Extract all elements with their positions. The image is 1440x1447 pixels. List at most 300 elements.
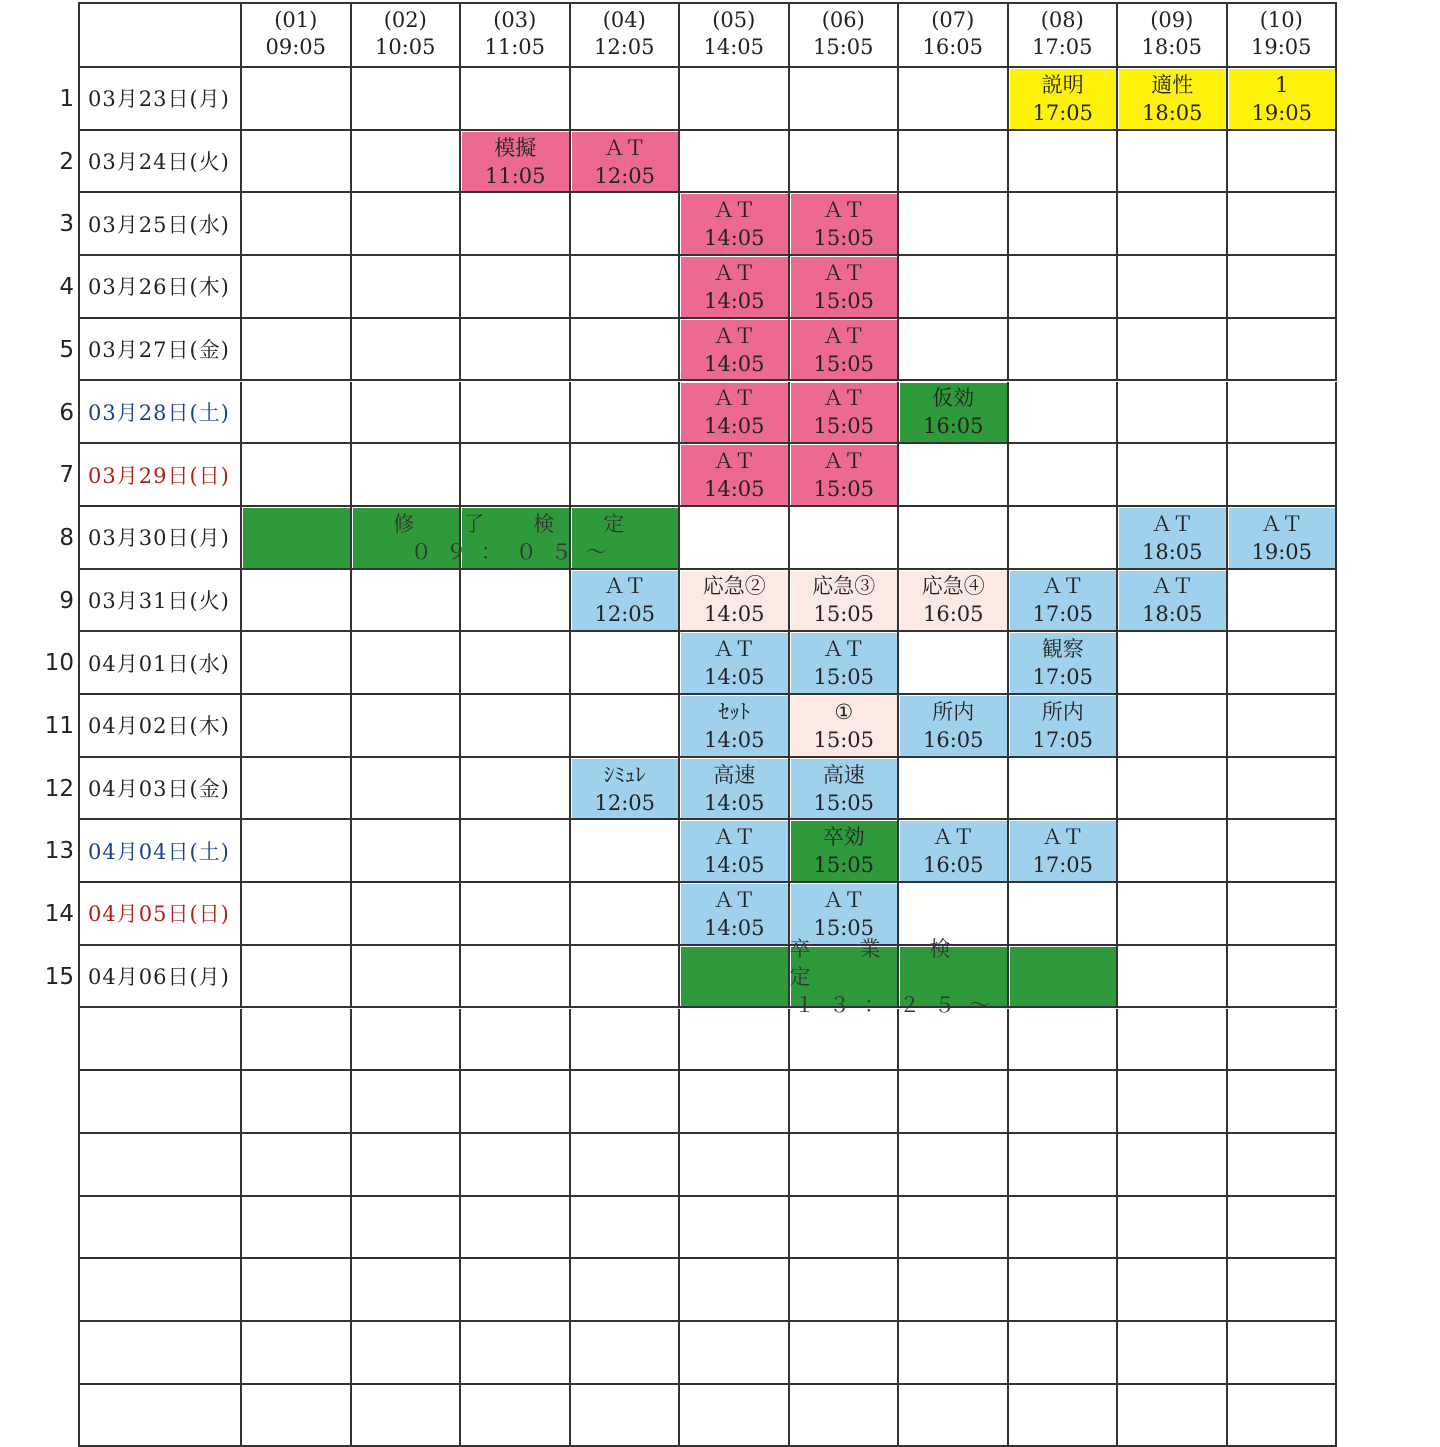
schedule-event[interactable] [1229,69,1336,129]
schedule-cell[interactable] [352,1134,462,1197]
schedule-event[interactable] [681,947,788,1007]
schedule-cell[interactable] [790,1322,900,1385]
schedule-cell[interactable] [242,1259,352,1322]
schedule-event[interactable] [1010,821,1117,881]
schedule-event[interactable] [681,320,788,380]
schedule-cell[interactable] [1228,883,1338,946]
schedule-cell[interactable] [1118,695,1228,758]
schedule-event[interactable] [572,132,679,192]
schedule-cell[interactable] [1228,820,1338,883]
column-number: (06) [821,8,865,32]
schedule-event[interactable] [791,571,898,631]
schedule-cell[interactable] [1009,758,1119,821]
event-time: 14:05 [703,226,765,251]
schedule-cell[interactable] [1009,131,1119,194]
schedule-cell[interactable] [242,444,352,507]
event-time: 15:05 [813,288,875,313]
schedule-cell[interactable] [242,695,352,758]
schedule-cell[interactable] [352,68,462,131]
schedule-cell[interactable] [1228,946,1338,1009]
schedule-cell[interactable] [1118,883,1228,946]
event-label: 卒効 [822,825,865,850]
date-cell: 03月29日(日) [78,444,242,507]
schedule-cell[interactable] [461,1385,571,1447]
schedule-cell[interactable] [461,319,571,382]
schedule-cell[interactable] [899,1322,1009,1385]
schedule-cell[interactable] [790,1134,900,1197]
event-label: 高速 [713,762,756,787]
column-time: 15:05 [812,35,874,59]
date-cell: 04月01日(水) [78,632,242,695]
schedule-cell[interactable] [1009,883,1119,946]
schedule-cell[interactable] [1228,256,1338,319]
schedule-cell[interactable] [461,883,571,946]
event-time: 18:05 [1141,539,1203,564]
schedule-cell[interactable] [242,1197,352,1260]
schedule-cell[interactable] [461,1197,571,1260]
column-header [242,2,352,68]
schedule-cell[interactable] [352,695,462,758]
schedule-cell[interactable] [1228,570,1338,633]
schedule-event[interactable] [1010,633,1117,693]
schedule-cell[interactable] [1118,319,1228,382]
schedule-cell[interactable] [571,444,681,507]
schedule-cell[interactable] [352,256,462,319]
schedule-cell[interactable] [680,1197,790,1260]
event-time: 19:05 [1251,539,1313,564]
event-label: ＡＴ [603,135,646,160]
event-time: 14:05 [703,790,765,815]
schedule-cell[interactable] [680,1322,790,1385]
event-time: 15:05 [813,915,875,940]
schedule-cell[interactable] [571,1322,681,1385]
date-cell: 03月27日(金) [78,319,242,382]
schedule-cell[interactable] [461,570,571,633]
schedule-cell[interactable] [899,1385,1009,1447]
schedule-cell[interactable] [1009,1385,1119,1447]
schedule-cell[interactable] [352,444,462,507]
schedule-cell[interactable] [899,1197,1009,1260]
schedule-event[interactable] [791,194,898,254]
row-number: 12 [44,775,74,802]
column-time: 12:05 [593,35,655,59]
event-time: 14:05 [703,602,765,627]
schedule-cell[interactable] [680,1259,790,1322]
column-number: (01) [274,8,318,32]
schedule-cell[interactable] [899,507,1009,570]
schedule-cell[interactable] [461,68,571,131]
schedule-cell[interactable] [242,1322,352,1385]
schedule-cell[interactable] [242,382,352,445]
schedule-cell[interactable] [680,1071,790,1134]
schedule-cell[interactable] [242,1071,352,1134]
schedule-cell[interactable] [1009,193,1119,256]
event-time: 14:05 [703,288,765,313]
schedule-event[interactable] [900,571,1007,631]
schedule-cell[interactable] [1009,1259,1119,1322]
column-header [899,2,1009,68]
schedule-cell[interactable] [461,193,571,256]
schedule-cell[interactable] [899,256,1009,319]
schedule-cell[interactable] [899,1259,1009,1322]
schedule-event[interactable] [791,821,898,881]
schedule-cell[interactable] [461,1322,571,1385]
schedule-cell[interactable] [1228,1385,1338,1447]
event-label: ＡＴ [822,449,865,474]
event-time: 12:05 [594,163,656,188]
schedule-cell[interactable] [1228,758,1338,821]
schedule-cell[interactable] [242,1134,352,1197]
row-number: 1 [59,86,74,112]
schedule-event[interactable] [900,821,1007,881]
row-number: 4 [59,274,74,301]
schedule-cell[interactable] [571,695,681,758]
event-time: 14:05 [703,665,765,690]
schedule-cell[interactable] [680,68,790,131]
schedule-cell[interactable] [790,1259,900,1322]
exam-time: ０９：０５～ [410,540,621,565]
event-time: 15:05 [813,477,875,502]
schedule-cell[interactable] [1228,1134,1338,1197]
row-number [0,1197,74,1260]
schedule-cell[interactable] [242,193,352,256]
event-time: 17:05 [1032,853,1094,878]
schedule-cell[interactable] [352,1385,462,1447]
schedule-cell[interactable] [461,820,571,883]
schedule-cell[interactable] [242,1009,352,1072]
schedule-event[interactable] [681,257,788,317]
schedule-cell[interactable] [1228,382,1338,445]
exam-time: １３：２５～ [794,993,1004,1018]
schedule-cell[interactable] [1118,1009,1228,1072]
schedule-cell[interactable] [461,632,571,695]
schedule-cell[interactable] [1118,820,1228,883]
event-label: 所内 [932,699,975,724]
schedule-cell[interactable] [571,256,681,319]
exam-label [789,937,1009,1018]
schedule-cell[interactable] [352,946,462,1009]
schedule-cell[interactable] [571,820,681,883]
schedule-event[interactable] [791,759,898,819]
event-label: ＡＴ [713,260,756,285]
schedule-cell[interactable] [242,570,352,633]
column-time: 16:05 [922,35,984,59]
schedule-cell[interactable] [242,131,352,194]
schedule-event[interactable] [681,759,788,819]
schedule-cell[interactable] [1118,382,1228,445]
event-label: 応急④ [921,574,985,599]
event-label: 説明 [1041,72,1084,97]
column-header [1118,2,1228,68]
schedule-event[interactable] [791,320,898,380]
schedule-cell[interactable] [1009,444,1119,507]
schedule-event[interactable] [681,821,788,881]
column-time: 10:05 [374,35,436,59]
schedule-cell[interactable] [352,1071,462,1134]
schedule-cell[interactable] [790,131,900,194]
schedule-cell[interactable] [1228,319,1338,382]
schedule-cell[interactable] [571,1197,681,1260]
event-time: 14:05 [703,477,765,502]
schedule-cell[interactable] [352,1259,462,1322]
schedule-cell[interactable] [1009,1322,1119,1385]
schedule-cell[interactable] [352,193,462,256]
schedule-event[interactable] [1119,571,1226,631]
schedule-cell[interactable] [1118,1322,1228,1385]
schedule-cell[interactable] [571,946,681,1009]
schedule-event[interactable] [791,633,898,693]
schedule-cell[interactable] [899,1134,1009,1197]
schedule-cell[interactable] [352,883,462,946]
schedule-cell[interactable] [461,382,571,445]
schedule-cell[interactable] [571,1071,681,1134]
schedule-cell[interactable] [461,695,571,758]
schedule-cell[interactable] [790,68,900,131]
exam-title: 修 了 検 定 [393,512,639,537]
event-label: ＡＴ [713,323,756,348]
schedule-cell[interactable] [790,1071,900,1134]
schedule-event[interactable] [791,696,898,756]
event-label: 応急③ [812,574,876,599]
schedule-cell[interactable] [1009,1071,1119,1134]
schedule-cell[interactable] [1009,1134,1119,1197]
schedule-cell[interactable] [899,131,1009,194]
schedule-event[interactable] [681,696,788,756]
event-label: ＡＴ [713,198,756,223]
schedule-event[interactable] [1010,571,1117,631]
event-time: 14:05 [703,853,765,878]
schedule-cell[interactable] [461,1134,571,1197]
schedule-cell[interactable] [899,632,1009,695]
schedule-cell[interactable] [352,1322,462,1385]
schedule-cell[interactable] [1118,1197,1228,1260]
event-time: 17:05 [1032,727,1094,752]
schedule-cell[interactable] [1009,319,1119,382]
schedule-event[interactable] [791,257,898,317]
schedule-cell[interactable] [1009,507,1119,570]
schedule-event[interactable] [1119,69,1226,129]
event-label: ＡＴ [932,825,975,850]
schedule-cell[interactable] [352,319,462,382]
schedule-cell[interactable] [1118,131,1228,194]
schedule-cell[interactable] [571,632,681,695]
schedule-event[interactable] [681,884,788,944]
schedule-event[interactable] [572,759,679,819]
schedule-event[interactable] [900,383,1007,443]
schedule-cell[interactable] [352,758,462,821]
schedule-cell[interactable] [1228,1009,1338,1072]
row-number: 13 [44,838,74,865]
schedule-event[interactable] [900,696,1007,756]
schedule-cell[interactable] [899,444,1009,507]
date-cell [78,1009,242,1072]
schedule-cell[interactable] [1009,1197,1119,1260]
schedule-cell[interactable] [242,820,352,883]
schedule-cell[interactable] [1009,256,1119,319]
event-time: 15:05 [813,351,875,376]
schedule-cell[interactable] [461,758,571,821]
row-number [0,1009,74,1072]
event-time: 11:05 [484,163,546,188]
schedule-cell[interactable] [352,632,462,695]
date-cell [78,1322,242,1385]
schedule-cell[interactable] [1228,444,1338,507]
schedule-event[interactable] [681,194,788,254]
schedule-cell[interactable] [352,131,462,194]
event-label: ＡＴ [713,825,756,850]
schedule-cell[interactable] [1118,444,1228,507]
schedule-event[interactable] [1010,947,1117,1007]
schedule-cell[interactable] [1118,758,1228,821]
row-number: 11 [44,713,74,739]
schedule-cell[interactable] [352,382,462,445]
date-cell: 03月30日(月) [78,507,242,570]
event-time: 15:05 [813,727,875,752]
schedule-event[interactable] [1229,508,1336,568]
row-number: 6 [59,399,74,426]
schedule-cell[interactable] [571,382,681,445]
schedule-cell[interactable] [1009,1009,1119,1072]
event-label: ＡＴ [822,260,865,285]
schedule-cell[interactable] [1228,1259,1338,1322]
date-cell: 03月25日(水) [78,193,242,256]
schedule-event[interactable] [681,571,788,631]
event-label: ＡＴ [713,449,756,474]
schedule-cell[interactable] [899,193,1009,256]
schedule-cell[interactable] [1118,193,1228,256]
schedule-cell[interactable] [1118,1259,1228,1322]
event-label: 高速 [822,762,865,787]
column-number: (05) [712,8,756,32]
schedule-cell[interactable] [790,507,900,570]
schedule-event[interactable] [681,445,788,505]
schedule-cell[interactable] [242,1385,352,1447]
schedule-cell[interactable] [352,1197,462,1260]
event-label: ＡＴ [713,386,756,411]
schedule-cell[interactable] [680,1385,790,1447]
schedule-event[interactable] [681,633,788,693]
schedule-cell[interactable] [790,1385,900,1447]
schedule-cell[interactable] [461,946,571,1009]
event-time: 17:05 [1032,665,1094,690]
schedule-cell[interactable] [680,1009,790,1072]
schedule-cell[interactable] [571,1385,681,1447]
schedule-cell[interactable] [242,758,352,821]
row-number: 8 [59,524,74,551]
schedule-cell[interactable] [680,1134,790,1197]
schedule-cell[interactable] [571,193,681,256]
schedule-cell[interactable] [571,883,681,946]
schedule-event[interactable] [462,132,569,192]
date-cell [78,1071,242,1134]
schedule-event[interactable] [1010,69,1117,129]
event-label: 応急② [702,574,766,599]
schedule-cell[interactable] [242,883,352,946]
schedule-cell[interactable] [352,1009,462,1072]
date-cell [78,1385,242,1447]
schedule-cell[interactable] [1118,946,1228,1009]
schedule-cell[interactable] [461,444,571,507]
schedule-event[interactable] [791,383,898,443]
schedule-cell[interactable] [461,1071,571,1134]
column-time: 09:05 [265,35,327,59]
schedule-cell[interactable] [899,68,1009,131]
schedule-event[interactable] [1010,696,1117,756]
schedule-cell[interactable] [242,68,352,131]
schedule-cell[interactable] [1228,1322,1338,1385]
schedule-event[interactable] [791,445,898,505]
schedule-cell[interactable] [571,1259,681,1322]
schedule-cell[interactable] [1009,382,1119,445]
schedule-cell[interactable] [242,946,352,1009]
event-time: 18:05 [1141,100,1203,125]
schedule-cell[interactable] [461,1259,571,1322]
schedule-cell[interactable] [461,1009,571,1072]
schedule-cell[interactable] [1228,632,1338,695]
schedule-cell[interactable] [1228,193,1338,256]
date-cell: 04月06日(月) [78,946,242,1009]
schedule-cell[interactable] [1118,256,1228,319]
event-label: ＡＴ [1151,511,1194,536]
schedule-cell[interactable] [899,758,1009,821]
event-time: 12:05 [594,602,656,627]
schedule-cell[interactable] [899,1071,1009,1134]
schedule-event[interactable] [572,571,679,631]
event-time: 15:05 [813,602,875,627]
schedule-cell[interactable] [352,570,462,633]
date-cell [78,1197,242,1260]
schedule-cell[interactable] [1228,131,1338,194]
schedule-cell[interactable] [790,1197,900,1260]
date-cell: 04月03日(金) [78,758,242,821]
schedule-event[interactable] [243,508,350,568]
schedule-cell[interactable] [1118,1134,1228,1197]
event-time: 15:05 [813,790,875,815]
schedule-cell[interactable] [1228,1197,1338,1260]
event-label: ｼﾐｭﾚ [603,762,646,787]
event-time: 16:05 [922,727,984,752]
event-label: 仮効 [932,386,975,411]
schedule-cell[interactable] [680,507,790,570]
schedule-cell[interactable] [1118,1385,1228,1447]
schedule-cell[interactable] [680,131,790,194]
event-label: ＡＴ [822,386,865,411]
event-label: ＡＴ [1260,511,1303,536]
schedule-cell[interactable] [1118,1071,1228,1134]
schedule-cell[interactable] [899,319,1009,382]
column-number: (03) [493,8,537,32]
schedule-event[interactable] [681,383,788,443]
schedule-event[interactable] [1119,508,1226,568]
schedule-cell[interactable] [571,1134,681,1197]
schedule-cell[interactable] [571,1009,681,1072]
schedule-cell[interactable] [571,68,681,131]
schedule-cell[interactable] [1228,1071,1338,1134]
schedule-cell[interactable] [1118,632,1228,695]
event-label: ＡＴ [603,574,646,599]
schedule-cell[interactable] [571,319,681,382]
event-time: 15:05 [813,665,875,690]
schedule-cell[interactable] [242,256,352,319]
event-time: 16:05 [922,853,984,878]
schedule-cell[interactable] [352,820,462,883]
schedule-cell[interactable] [461,256,571,319]
schedule-cell[interactable] [242,319,352,382]
date-cell [78,1259,242,1322]
schedule-cell[interactable] [242,632,352,695]
schedule-cell[interactable] [1228,695,1338,758]
column-number: (08) [1040,8,1084,32]
